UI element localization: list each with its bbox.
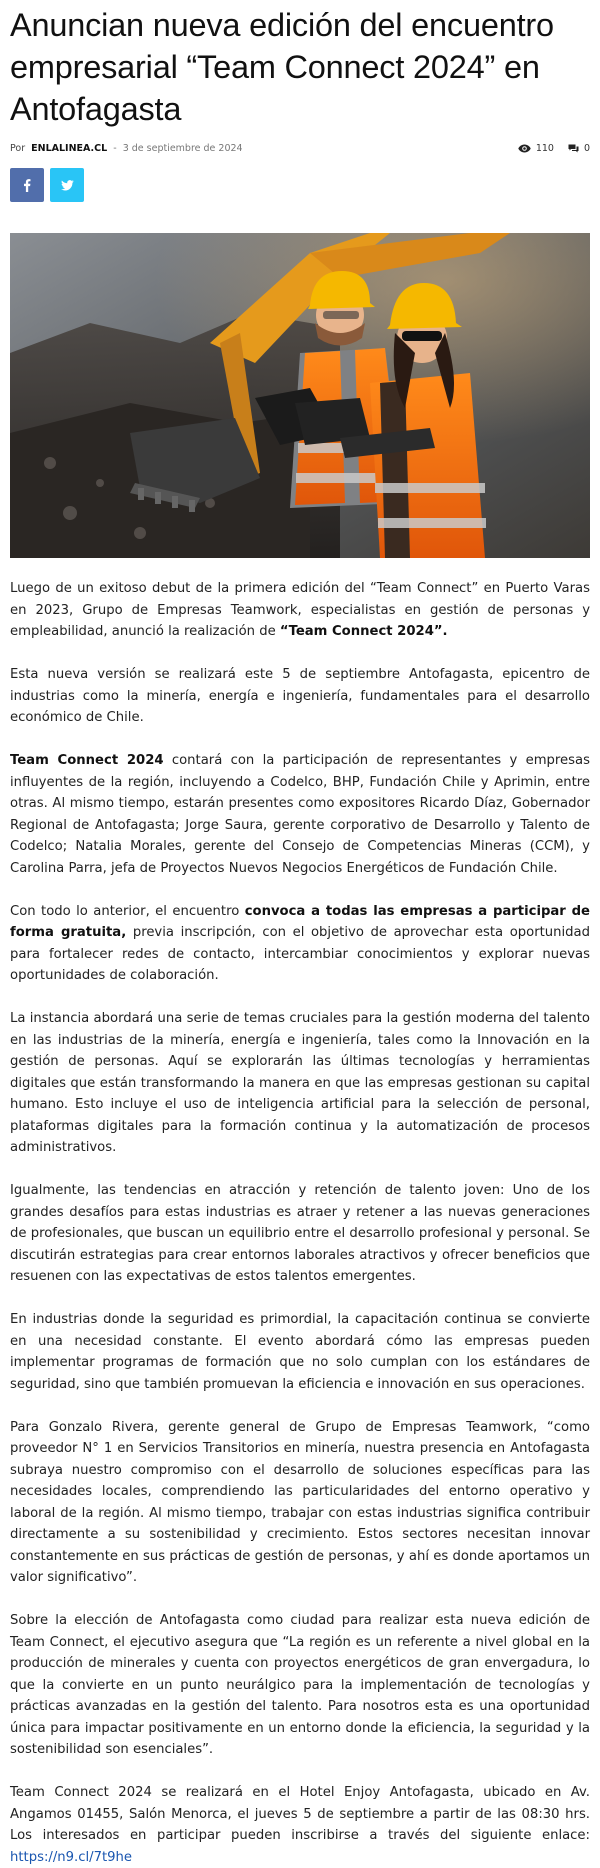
paragraph-9: Sobre la elección de Antofagasta como ciudad para realizar esta nueva edición de Team Connect, el ejecutivo asegura que “La región es un referente a nivel global en la producción de minerales y cuenta con proyectos energéticos de gran envergadura, lo que la convierte en un punto neurálgico para la implementación de tecnologías y prácticas avanzadas en la gestión del talento. Para nosotros esta es una oportunidad única para impactar positivamente en un entorno donde la eficiencia, la seguridad y la sostenibilidad son esenciales”.: [10, 1613, 590, 1757]
paragraph-3: Team Connect 2024 contará con la participación de representantes y empresas influyentes de la región, incluyendo a Codelco, BHP, Fundación Chile y Aprimin, entre otras. Al mismo tiempo, estarán presentes como expositores Ricardo Díaz, Gobernador Regional de Antofagasta; Jorge Saura, gerente corporativo de Desarrollo y Talento de Codelco; Natalia Morales, gerente del Consejo de Competencias Mineras (CCM), y Carolina Parra, jefa de Proyectos Nuevos Negocios Energéticos de Fundación Chile.: [10, 753, 590, 876]
publish-date: 3 de septiembre de 2024: [122, 142, 243, 154]
registration-link[interactable]: https://n9.cl/7t9he: [10, 1849, 132, 1865]
article-body: [10, 578, 590, 1868]
paragraph-6: Igualmente, las tendencias en atracción y retención de talento joven: Uno de los grandes desafíos para estas industrias es atraer y retener a las nuevas generaciones de profesionales, que buscan un equilibrio entre el desarrollo profesional y personal. Se discutirán estrategias para crear entornos laborales atractivos y ofrecer beneficios que resuenen con las expectativas de estos talentos emergentes.: [10, 1183, 590, 1284]
paragraph-7: En industrias donde la seguridad es primordial, la capacitación continua se convierte en una necesidad constante. El evento abordará cómo las empresas pueden implementar programas de formación que no solo cumplan con los estándares de seguridad, sino que también promuevan la eficiencia e innovación en sus operaciones.: [10, 1312, 590, 1392]
paragraph-2: Esta nueva versión se realizará este 5 de septiembre Antofagasta, epicentro de industrias como la minería, energía e ingeniería, fundamentales para el desarrollo económico de Chile.: [10, 667, 590, 725]
twitter-icon: [61, 180, 74, 191]
paragraph-1: Luego de un exitoso debut de la primera edición del “Team Connect” en Puerto Varas en 2023, Grupo de Empresas Teamwork, especialistas en gestión de personas y empleabilidad, anunció la realización de “Team Connect 2024”.: [10, 581, 590, 639]
byline-separator: -: [113, 142, 117, 154]
paragraph-4: Con todo lo anterior, el encuentro convoca a todas las empresas a participar de forma gratuita, previa inscripción, con el objetivo de aprovechar esta oportunidad para fortalecer redes de contacto, intercambiar conocimientos y explorar nuevas oportunidades de colaboración.: [10, 903, 590, 983]
article-meta: [10, 140, 590, 156]
paragraph-8: Para Gonzalo Rivera, gerente general de Grupo de Empresas Teamwork, “como proveedor N° 1 en Servicios Transitorios en minería, nuestra presencia en Antofagasta subraya nuestro compromiso con el desarrollo de soluciones específicas para las necesidades locales, comprendiendo las particularidades del entorno operativo y laboral de la región. Al mismo tiempo, trabajar con estas industrias significa contribuir directamente a su sostenibilidad y crecimiento. Estos sectores necesitan innovar constantemente en sus prácticas de gestión de personas, y ahí es donde aportamos un valor significativo”.: [10, 1419, 590, 1585]
share-buttons: [10, 168, 590, 202]
comments-stat[interactable]: [568, 143, 590, 154]
paragraph-10: Team Connect 2024 se realizará en el Hotel Enjoy Antofagasta, ubicado en Av. Angamos 01455, Salón Menorca, el jueves 5 de septiembre a partir de las 08:30 hrs. Los interesados en participar pueden inscribirse a través del siguiente enlace: https://n9.cl/7t9he: [10, 1785, 590, 1865]
eye-icon: [518, 144, 531, 153]
byline: [10, 143, 246, 154]
mining-workers-photo: [10, 233, 590, 558]
article-stats: [518, 143, 590, 154]
facebook-icon: [23, 179, 31, 192]
facebook-share-button[interactable]: [10, 168, 44, 202]
twitter-share-button[interactable]: [50, 168, 84, 202]
article-title: Anuncian nueva edición del encuentro empresarial “Team Connect 2024” en Antofagasta: [10, 7, 554, 127]
byline-prefix: Por: [10, 142, 26, 154]
article-container: [0, 4, 600, 1868]
paragraph-5: La instancia abordará una serie de temas cruciales para la gestión moderna del talento en las industrias de la minería, energía e ingeniería, tales como la Innovación en la gestión de personas. Aquí se explorarán las últimas tecnologías y herramientas digitales que están transformando la manera en que las empresas gestionan su capital humano. Esto incluye el uso de inteligencia artificial para la selección de personal, plataformas digitales para la formación continua y la automatización de procesos administrativos.: [10, 1011, 590, 1155]
views-stat: [518, 143, 554, 154]
views-count: 110: [535, 142, 554, 154]
comments-count: 0: [583, 142, 590, 154]
comments-icon: [568, 144, 579, 153]
author-link[interactable]: ENLALINEA.CL: [31, 142, 108, 154]
